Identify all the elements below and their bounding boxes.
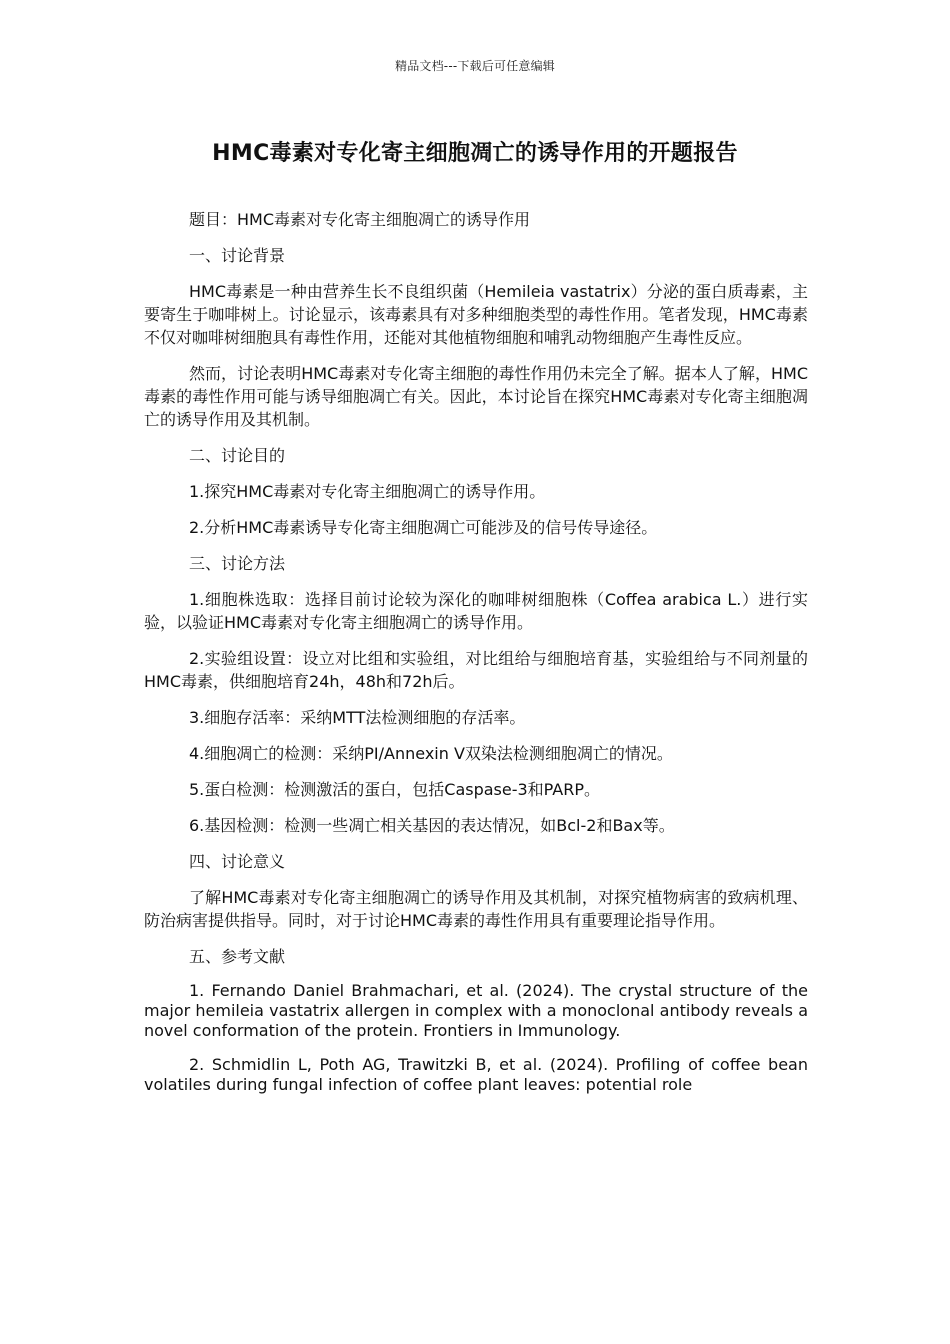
header-note: 精品文档---下载后可任意编辑 [395,59,555,73]
background-paragraph-2: 然而，讨论表明HMC毒素对专化寄主细胞的毒性作用仍未完全了解。据本人了解，HMC毒素的毒性作用可能与诱导细胞凋亡有关。因此，本讨论旨在探究HMC毒素对专化寄主细胞凋亡的诱导作用及其机制。 [144,364,808,429]
method-item-4: 4.细胞凋亡的检测：采纳PI/Annexin V双染法检测细胞凋亡的情况。 [189,744,673,763]
method-item-3: 3.细胞存活率：采纳MTT法检测细胞的存活率。 [189,708,526,727]
reference-item-1: 1. Fernando Daniel Brahmachari, et al. (2024). The crystal structure of the major hemileia vastatrix allergen in complex with a monoclonal antibody reveals a novel conformation of the protein. Frontiers in Immunology. [144,981,808,1040]
method-item-6: 6.基因检测：检测一些凋亡相关基因的表达情况，如Bcl-2和Bax等。 [189,816,675,835]
document-body [144,208,808,1109]
section-heading-methods: 三、讨论方法 [189,554,286,573]
purpose-item-2: 2.分析HMC毒素诱导专化寄主细胞凋亡可能涉及的信号传导途径。 [189,518,658,537]
section-heading-references: 五、参考文献 [189,947,286,966]
section-heading-purpose: 二、讨论目的 [189,446,286,465]
section-heading-significance: 四、讨论意义 [189,852,286,871]
significance-paragraph: 了解HMC毒素对专化寄主细胞凋亡的诱导作用及其机制，对探究植物病害的致病机理、防治病害提供指导。同时，对于讨论HMC毒素的毒性作用具有重要理论指导作用。 [144,888,808,930]
topic-line: 题目：HMC毒素对专化寄主细胞凋亡的诱导作用 [189,210,531,229]
method-item-1: 1.细胞株选取：选择目前讨论较为深化的咖啡树细胞株（Coffea arabica L.）进行实验，以验证HMC毒素对专化寄主细胞凋亡的诱导作用。 [144,590,808,632]
reference-item-2: 2. Schmidlin L, Poth AG, Trawitzki B, et al. (2024). Profiling of coffee bean volatiles during fungal infection of coffee plant leaves: potential role [144,1055,808,1094]
purpose-item-1: 1.探究HMC毒素对专化寄主细胞凋亡的诱导作用。 [189,482,546,501]
method-item-2: 2.实验组设置：设立对比组和实验组，对比组给与细胞培育基，实验组给与不同剂量的HMC毒素，供细胞培育24h，48h和72h后。 [144,649,808,691]
document-title: HMC毒素对专化寄主细胞凋亡的诱导作用的开题报告 [212,141,738,166]
background-paragraph-1: HMC毒素是一种由营养生长不良组织菌（Hemileia vastatrix）分泌的蛋白质毒素，主要寄生于咖啡树上。讨论显示，该毒素具有对多种细胞类型的毒性作用。笔者发现，HMC毒素不仅对咖啡树细胞具有毒性作用，还能对其他植物细胞和哺乳动物细胞产生毒性反应。 [144,282,808,347]
section-heading-background: 一、讨论背景 [189,246,286,265]
method-item-5: 5.蛋白检测：检测激活的蛋白，包括Caspase-3和PARP。 [189,780,601,799]
